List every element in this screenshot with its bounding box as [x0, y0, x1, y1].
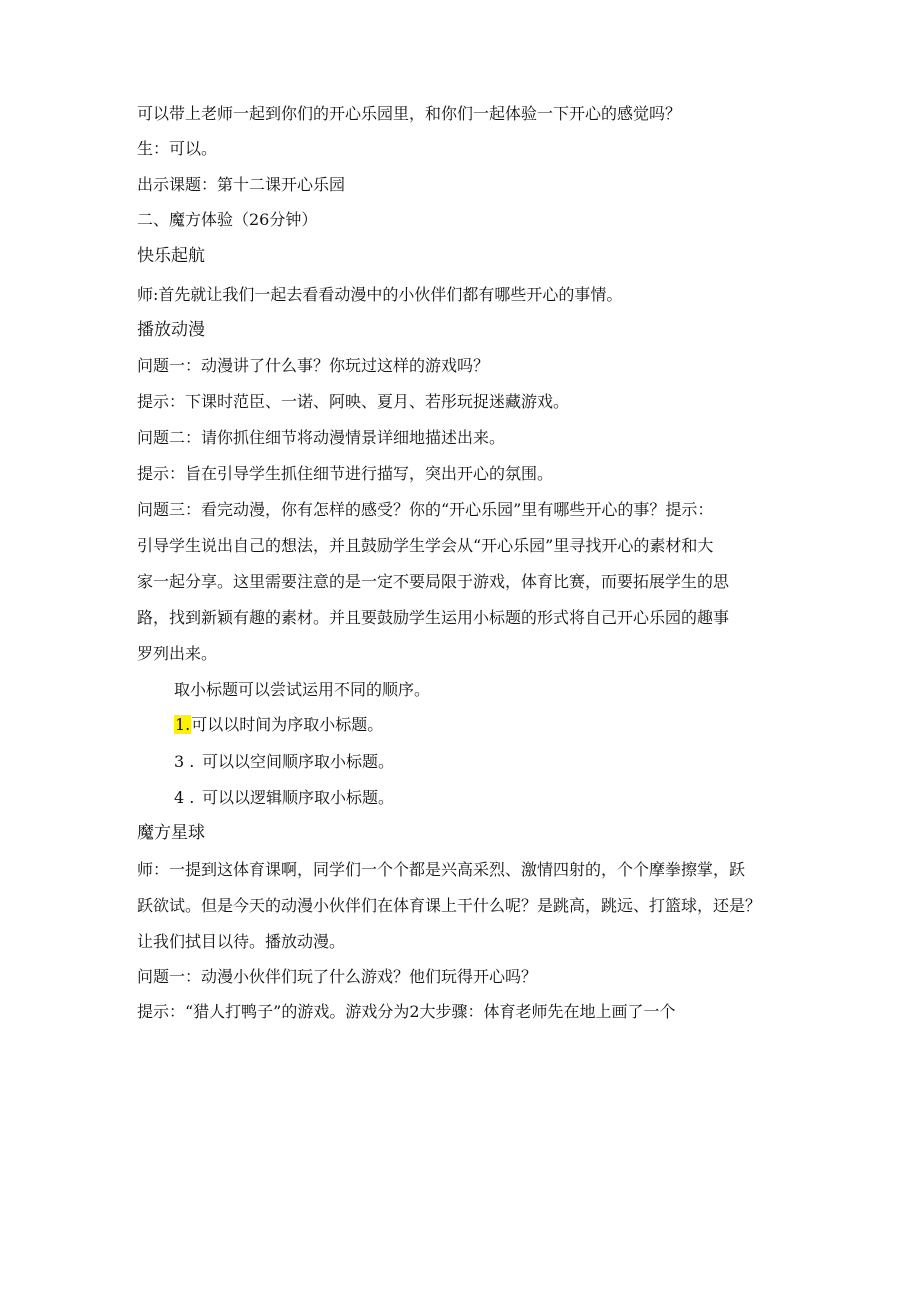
- question-three-paragraph: [137, 492, 787, 672]
- list-text: 可以以空间顺序取小标题。: [202, 752, 395, 771]
- lesson-title: 出示课题：第十二课开心乐园: [137, 175, 346, 194]
- subtitle-order-intro: 取小标题可以尝试运用不同的顺序。: [174, 680, 431, 699]
- teacher-paragraph: [137, 852, 787, 960]
- teacher-line: 师:首先就让我们一起去看看动漫中的小伙伴们都有哪些开心的事情。: [137, 285, 623, 304]
- section-heading: 二、魔方体验（26分钟）: [137, 210, 318, 229]
- text-row: 跃欲试。但是今天的动漫小伙伴们在体育课上干什么呢？是跳高，跳远、打篮球，还是？: [137, 896, 762, 915]
- hint-two: 提示：旨在引导学生抓住细节进行描写，突出开心的氛围。: [137, 464, 554, 483]
- text-row: 师：一提到这体育课啊，同学们一个个都是兴高采烈、激情四射的，个个摩拳擦掌，跃: [137, 860, 746, 879]
- list-number-highlighted: 1.: [175, 715, 191, 734]
- hint-one: 提示：下课时范臣、一诺、阿映、夏月、若彤玩捉迷藏游戏。: [137, 392, 570, 411]
- play-animation: 播放动漫: [137, 320, 205, 340]
- question-two: 问题二：请你抓住细节将动漫情景详细地描述出来。: [137, 428, 506, 447]
- text-row: 罗列出来。: [137, 644, 218, 663]
- subheading-mofang: 魔方星球: [137, 823, 205, 843]
- paragraph-intro: 可以带上老师一起到你们的开心乐园里，和你们一起体验一下开心的感觉吗？: [137, 104, 682, 123]
- text-row: 让我们拭目以待。播放动漫。: [137, 932, 346, 951]
- list-text: 可以以逻辑顺序取小标题。: [202, 788, 395, 807]
- text-row: 家一起分享。这里需要注意的是一定不要局限于游戏，体育比赛，而要拓展学生的思: [137, 572, 730, 591]
- list-number: 4 .: [174, 788, 195, 807]
- hint-game: 提示：“猎人打鸭子”的游戏。游戏分为2大步骤：体育老师先在地上画了一个: [137, 1002, 676, 1021]
- text-row: 引导学生说出自己的想法，并且鼓励学生学会从“开心乐园”里寻找开心的素材和大: [137, 536, 714, 555]
- text-row: 路，找到新颖有趣的素材。并且要鼓励学生运用小标题的形式将自己开心乐园的趣事: [137, 608, 730, 627]
- student-reply: 生：可以。: [137, 139, 218, 158]
- list-item: [174, 751, 394, 773]
- question-one-b: 问题一：动漫小伙伴们玩了什么游戏？他们玩得开心吗？: [137, 967, 538, 986]
- question-one: 问题一：动漫讲了什么事？你玩过这样的游戏吗？: [137, 356, 490, 375]
- list-item: [174, 787, 394, 809]
- list-item: [174, 714, 383, 736]
- list-text: 可以以时间为序取小标题。: [191, 715, 384, 734]
- text-row: 问题三：看完动漫，你有怎样的感受？你的“开心乐园”里有哪些开心的事？提示：: [137, 500, 714, 519]
- subheading-kuaile: 快乐起航: [137, 246, 205, 266]
- list-number: 3 .: [174, 752, 195, 771]
